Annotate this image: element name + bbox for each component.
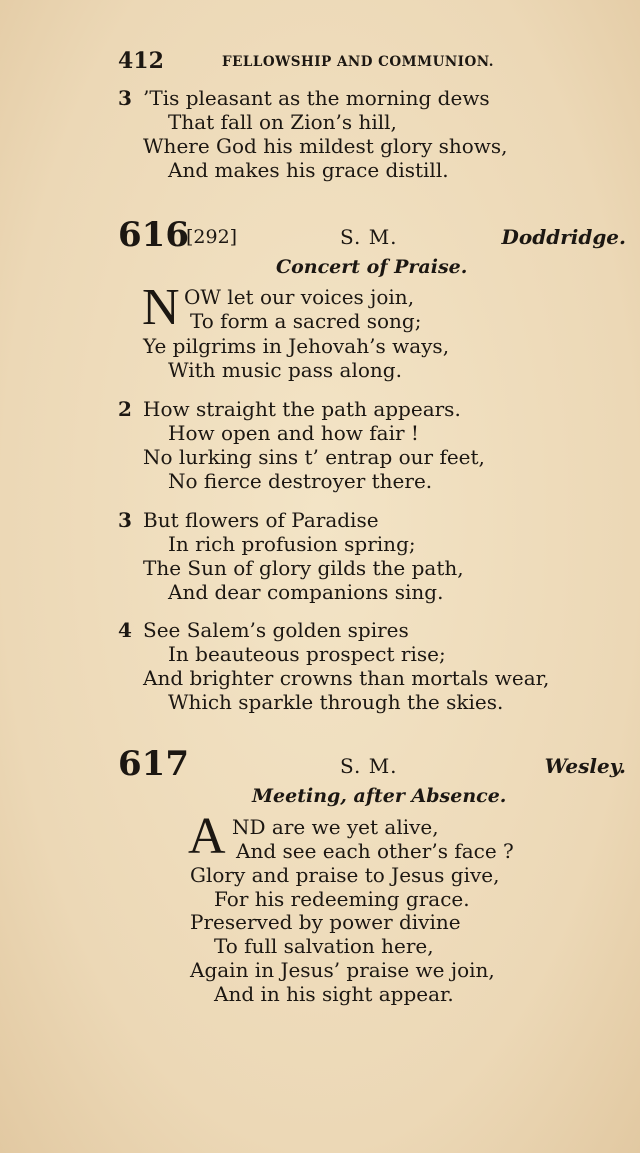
stanza-number: 2: [118, 397, 132, 421]
verse-line: But flowers of Paradise: [143, 508, 379, 532]
stanza-number: 3: [118, 508, 132, 532]
hymn-title: Meeting, after Absence.: [252, 785, 507, 807]
hymn-number: 616: [118, 215, 189, 255]
stanza-number: 3: [118, 86, 132, 110]
drop-cap: N: [142, 279, 180, 336]
verse-line: In beauteous prospect rise;: [168, 642, 446, 666]
tune-reference: [292]: [186, 226, 238, 248]
verse-line: And dear companions sing.: [168, 580, 444, 604]
verse-line: ND are we yet alive,: [232, 815, 439, 839]
verse-line: Which sparkle through the skies.: [168, 690, 504, 714]
verse-line: Ye pilgrims in Jehovah’s ways,: [143, 334, 450, 358]
verse-line: Preserved by power divine: [190, 910, 461, 934]
running-title: FELLOWSHIP AND COMMUNION.: [222, 54, 494, 70]
verse-line: And see each other’s face ?: [236, 839, 514, 863]
verse-line: See Salem’s golden spires: [143, 618, 409, 642]
drop-cap: A: [188, 808, 226, 865]
hymn-meter: S. M.: [340, 225, 398, 249]
verse-line: No lurking sins t’ entrap our feet,: [143, 445, 485, 469]
verse-line: For his redeeming grace.: [214, 887, 470, 911]
verse-line: And in his sight appear.: [214, 982, 454, 1006]
verse-line: OW let our voices join,: [184, 285, 415, 309]
verse-line: No fierce destroyer there.: [168, 469, 433, 493]
hymn-title: Concert of Praise.: [276, 256, 468, 278]
hymn-meter: S. M.: [340, 754, 398, 778]
verse-line: How straight the path appears.: [143, 397, 461, 421]
hymn-author: Wesley.: [544, 754, 626, 778]
verse-line: That fall on Zion’s hill,: [168, 110, 397, 134]
page-number: 412: [118, 48, 164, 74]
running-head: [118, 48, 528, 76]
verse-line: The Sun of glory gilds the path,: [143, 556, 464, 580]
hymn-number: 617: [118, 744, 189, 784]
verse-line: With music pass along.: [168, 358, 402, 382]
verse-line: And brighter crowns than mortals wear,: [143, 666, 550, 690]
verse-line: To full salvation here,: [214, 934, 434, 958]
verse-line: Where God his mildest glory shows,: [143, 134, 508, 158]
stanza-number: 4: [118, 618, 132, 642]
hymn-author: Doddridge.: [501, 225, 626, 249]
verse-line: Glory and praise to Jesus give,: [190, 863, 500, 887]
verse-line: ’Tis pleasant as the morning dews: [143, 86, 490, 110]
verse-line: To form a sacred song;: [190, 309, 422, 333]
verse-line: Again in Jesus’ praise we join,: [190, 958, 495, 982]
verse-line: How open and how fair !: [168, 421, 419, 445]
verse-line: In rich profusion spring;: [168, 532, 416, 556]
verse-line: And makes his grace distill.: [168, 158, 449, 182]
